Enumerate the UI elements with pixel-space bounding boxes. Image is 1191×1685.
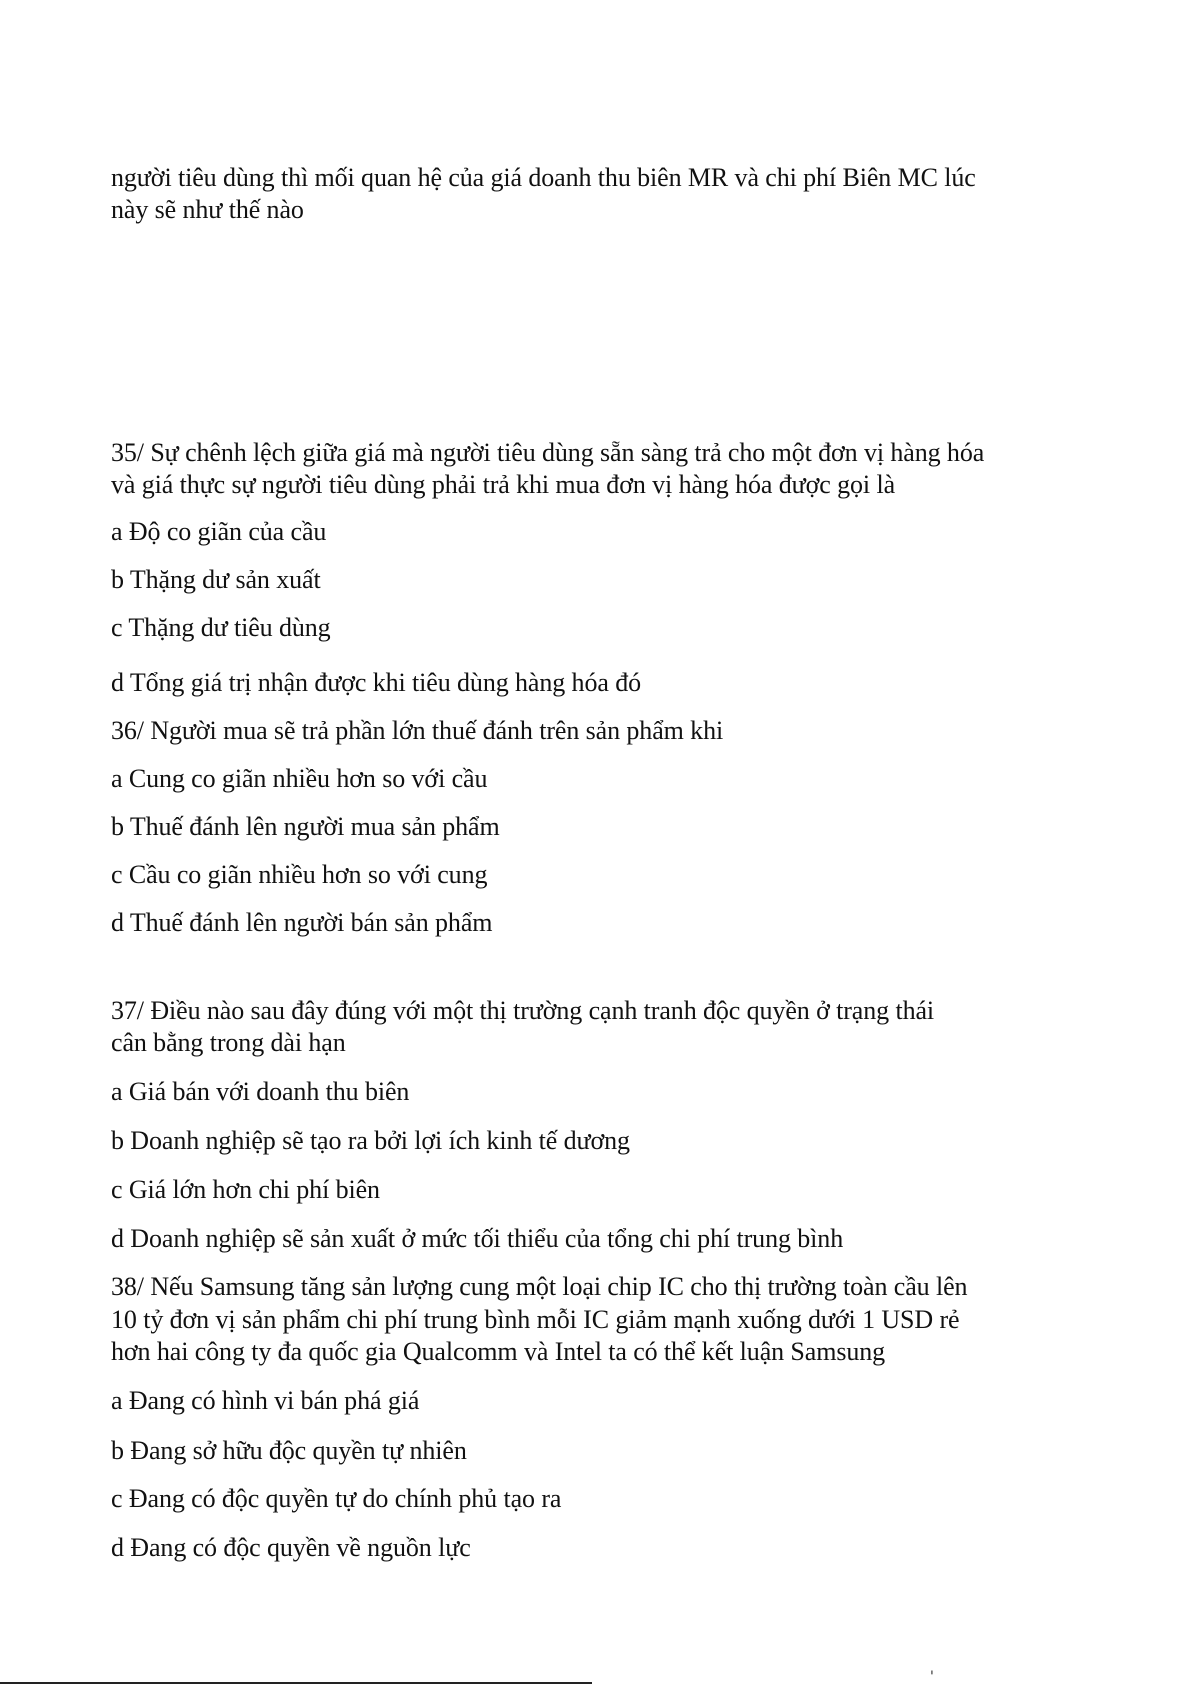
question-37-line-2: cân bằng trong dài hạn [111, 1028, 346, 1057]
question-38-option-a: a Đang có hình vi bán phá giá [111, 1386, 420, 1415]
question-38-line-3: hơn hai công ty đa quốc gia Qualcomm và Intel ta có thể kết luận Samsung [111, 1337, 886, 1366]
question-38-option-b: b Đang sở hữu độc quyền tự nhiên [111, 1436, 467, 1465]
question-36-option-d: d Thuế đánh lên người bán sản phẩm [111, 908, 493, 937]
question-38-option-c: c Đang có độc quyền tự do chính phủ tạo ra [111, 1484, 562, 1513]
question-37-line-1: 37/ Điều nào sau đây đúng với một thị trường cạnh tranh độc quyền ở trạng thái [111, 996, 935, 1025]
question-38-line-1: 38/ Nếu Samsung tăng sản lượng cung một loại chip IC cho thị trường toàn cầu lên [111, 1272, 968, 1301]
intro-line-2: này sẽ như thế nào [111, 195, 304, 224]
question-35-option-d: d Tổng giá trị nhận được khi tiêu dùng hàng hóa đó [111, 668, 641, 697]
question-38-option-d: d Đang có độc quyền về nguồn lực [111, 1533, 471, 1562]
question-36-option-c: c Cầu co giãn nhiều hơn so với cung [111, 860, 488, 889]
question-38-line-2: 10 tỷ đơn vị sản phẩm chi phí trung bình mỗi IC giảm mạnh xuống dưới 1 USD rẻ [111, 1305, 960, 1334]
question-36-option-b: b Thuế đánh lên người mua sản phẩm [111, 812, 500, 841]
footer-mark: ' [930, 1669, 934, 1685]
question-35-line-2: và giá thực sự người tiêu dùng phải trả khi mua đơn vị hàng hóa được gọi là [111, 470, 896, 499]
question-35-option-a: a Độ co giãn của cầu [111, 517, 327, 546]
question-35-line-1: 35/ Sự chênh lệch giữa giá mà người tiêu dùng sẵn sàng trả cho một đơn vị hàng hóa [111, 438, 985, 467]
question-37-option-d: d Doanh nghiệp sẽ sản xuất ở mức tối thiểu của tổng chi phí trung bình [111, 1224, 844, 1253]
question-35-option-b: b Thặng dư sản xuất [111, 565, 321, 594]
footer-rule [0, 1682, 592, 1684]
question-35-option-c: c Thặng dư tiêu dùng [111, 613, 331, 642]
question-37-option-a: a Giá bán với doanh thu biên [111, 1077, 410, 1106]
question-37-option-c: c Giá lớn hơn chi phí biên [111, 1175, 380, 1204]
question-37-option-b: b Doanh nghiệp sẽ tạo ra bởi lợi ích kinh tế dương [111, 1126, 630, 1155]
question-36-option-a: a Cung co giãn nhiều hơn so với cầu [111, 764, 488, 793]
intro-line-1: người tiêu dùng thì mối quan hệ của giá doanh thu biên MR và chi phí Biên MC lúc [111, 163, 976, 192]
question-36-line-1: 36/ Người mua sẽ trả phần lớn thuế đánh trên sản phẩm khi [111, 716, 724, 745]
